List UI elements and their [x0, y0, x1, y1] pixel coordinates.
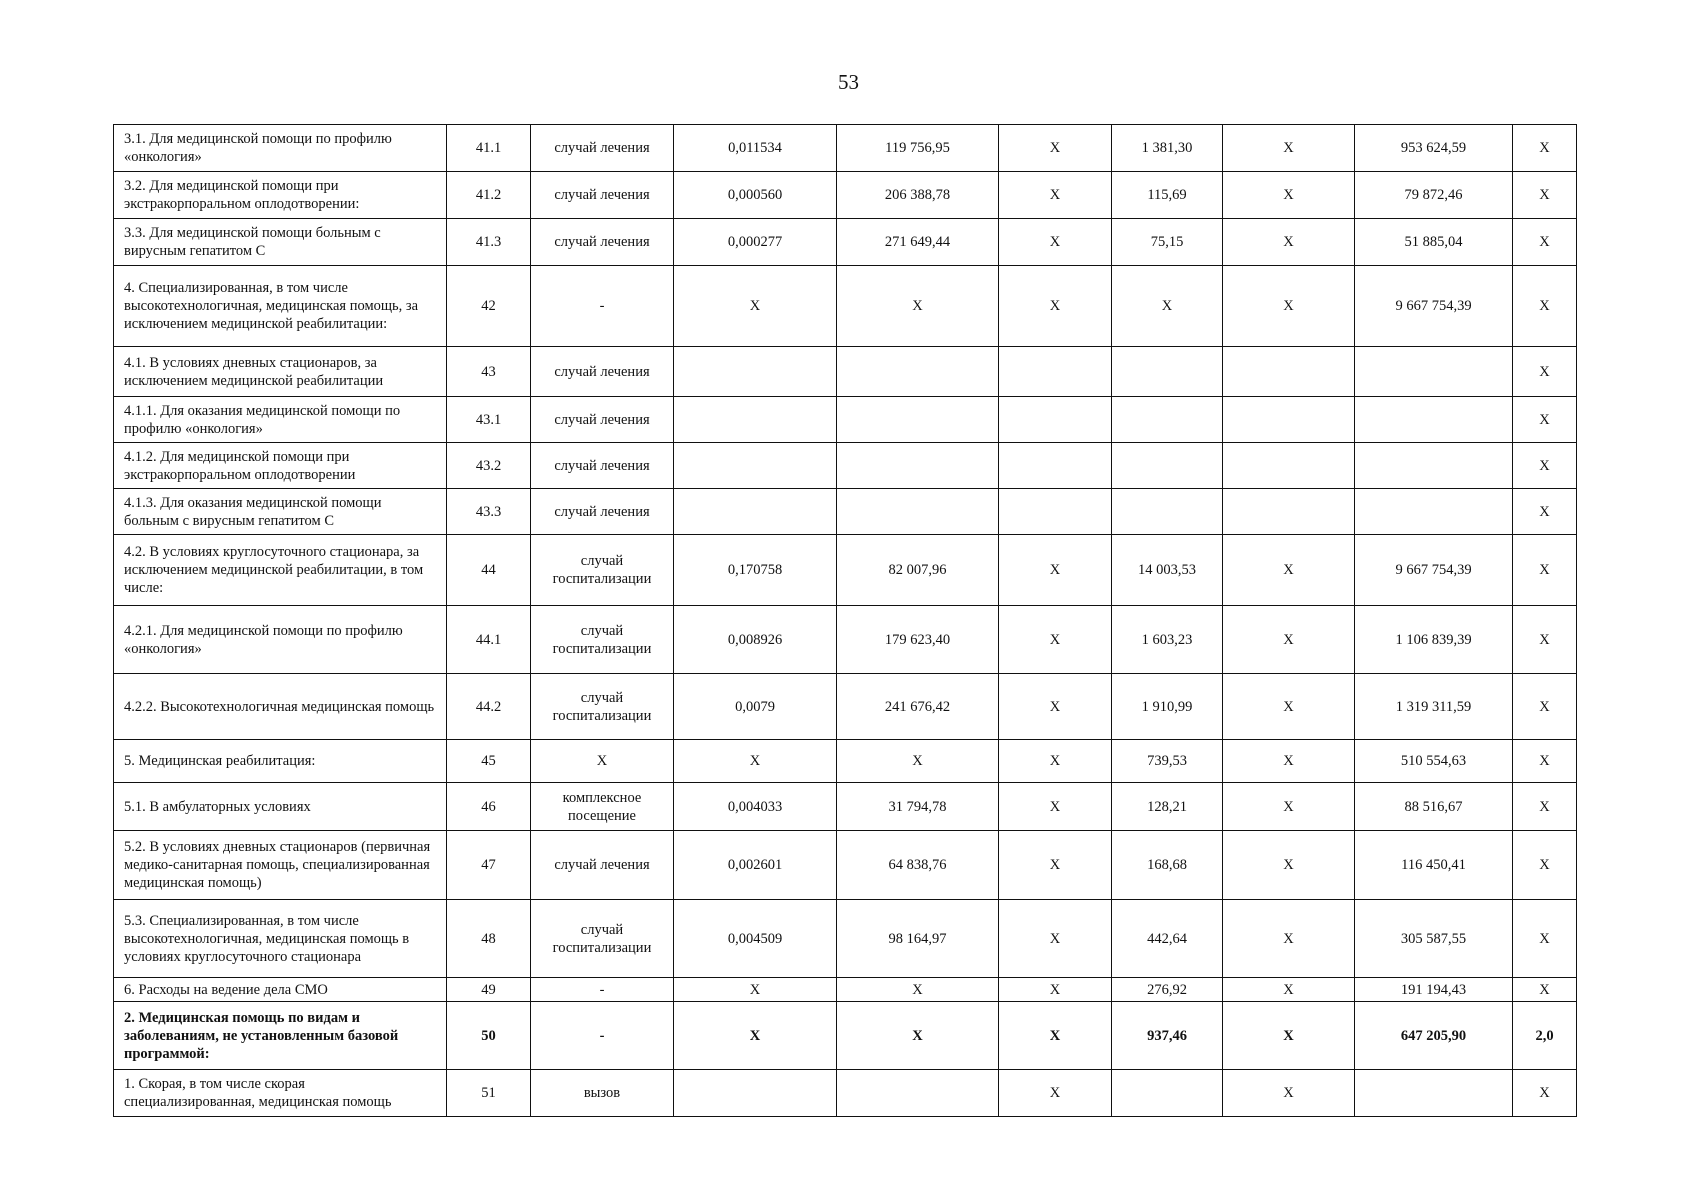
percent-cell: X [1513, 535, 1577, 606]
unit-cell: случай лечения [531, 125, 674, 172]
row-code-cell: 48 [447, 900, 531, 978]
per-capita-budget-cell: X [999, 125, 1112, 172]
unit-cell: случай лечения [531, 443, 674, 489]
row-name-cell: 5. Медицинская реабилитация: [114, 740, 447, 783]
financing-table [113, 124, 1577, 1117]
row-code-cell: 51 [447, 1070, 531, 1117]
per-capita-oms-cell: 1 910,99 [1112, 674, 1223, 740]
volume-cell: X [674, 740, 837, 783]
volume-cell: 0,011534 [674, 125, 837, 172]
unit-cell: случай лечения [531, 831, 674, 900]
per-capita-oms-cell: 1 381,30 [1112, 125, 1223, 172]
unit-cell: случай лечения [531, 219, 674, 266]
volume-cell [674, 347, 837, 397]
row-name-cell: 4. Специализированная, в том числе высокотехнологичная, медицинская помощь, за исключением медицинской реабилитации: [114, 266, 447, 347]
cost-per-unit-cell [837, 489, 999, 535]
total-budget-cell: X [1223, 172, 1355, 219]
per-capita-budget-cell: X [999, 978, 1112, 1002]
per-capita-budget-cell: X [999, 266, 1112, 347]
row-name-cell: 4.2.2. Высокотехнологичная медицинская помощь [114, 674, 447, 740]
total-oms-cell: 51 885,04 [1355, 219, 1513, 266]
volume-cell: 0,004033 [674, 783, 837, 831]
per-capita-budget-cell: X [999, 1002, 1112, 1070]
table-row [114, 443, 1577, 489]
per-capita-budget-cell: X [999, 535, 1112, 606]
table-row [114, 978, 1577, 1002]
total-budget-cell: X [1223, 125, 1355, 172]
table-row [114, 347, 1577, 397]
row-code-cell: 44 [447, 535, 531, 606]
volume-cell [674, 397, 837, 443]
row-code-cell: 49 [447, 978, 531, 1002]
cost-per-unit-cell: X [837, 740, 999, 783]
row-name-cell: 4.1.2. Для медицинской помощи при экстракорпоральном оплодотворении [114, 443, 447, 489]
total-budget-cell [1223, 489, 1355, 535]
row-name-cell: 1. Скорая, в том числе скорая специализированная, медицинская помощь [114, 1070, 447, 1117]
percent-cell: X [1513, 674, 1577, 740]
cost-per-unit-cell: X [837, 1002, 999, 1070]
row-code-cell: 44.1 [447, 606, 531, 674]
row-name-cell: 4.2.1. Для медицинской помощи по профилю «онкология» [114, 606, 447, 674]
total-oms-cell: 9 667 754,39 [1355, 535, 1513, 606]
total-budget-cell: X [1223, 219, 1355, 266]
percent-cell: X [1513, 266, 1577, 347]
total-oms-cell [1355, 347, 1513, 397]
per-capita-oms-cell: 276,92 [1112, 978, 1223, 1002]
per-capita-oms-cell: 128,21 [1112, 783, 1223, 831]
total-oms-cell: 305 587,55 [1355, 900, 1513, 978]
per-capita-oms-cell [1112, 347, 1223, 397]
row-name-cell: 3.3. Для медицинской помощи больным с вирусным гепатитом С [114, 219, 447, 266]
total-budget-cell: X [1223, 535, 1355, 606]
total-oms-cell: 79 872,46 [1355, 172, 1513, 219]
unit-cell: случай госпитализации [531, 606, 674, 674]
per-capita-oms-cell [1112, 489, 1223, 535]
unit-cell: - [531, 266, 674, 347]
row-code-cell: 43.3 [447, 489, 531, 535]
table-row [114, 900, 1577, 978]
total-oms-cell [1355, 489, 1513, 535]
percent-cell: X [1513, 443, 1577, 489]
cost-per-unit-cell: 98 164,97 [837, 900, 999, 978]
percent-cell: X [1513, 397, 1577, 443]
percent-cell: 2,0 [1513, 1002, 1577, 1070]
per-capita-oms-cell: 75,15 [1112, 219, 1223, 266]
cost-per-unit-cell: 119 756,95 [837, 125, 999, 172]
total-budget-cell [1223, 397, 1355, 443]
row-name-cell: 5.2. В условиях дневных стационаров (первичная медико-санитарная помощь, специализированная медицинская помощь) [114, 831, 447, 900]
per-capita-budget-cell: X [999, 172, 1112, 219]
table-row [114, 397, 1577, 443]
unit-cell: случай госпитализации [531, 674, 674, 740]
table-body [114, 125, 1577, 1117]
total-budget-cell: X [1223, 674, 1355, 740]
table-row [114, 674, 1577, 740]
per-capita-budget-cell: X [999, 1070, 1112, 1117]
unit-cell: случай лечения [531, 397, 674, 443]
row-code-cell: 46 [447, 783, 531, 831]
unit-cell: случай госпитализации [531, 900, 674, 978]
row-name-cell: 4.1. В условиях дневных стационаров, за исключением медицинской реабилитации [114, 347, 447, 397]
per-capita-budget-cell [999, 347, 1112, 397]
per-capita-budget-cell [999, 397, 1112, 443]
row-code-cell: 43.2 [447, 443, 531, 489]
per-capita-oms-cell [1112, 397, 1223, 443]
row-code-cell: 42 [447, 266, 531, 347]
total-budget-cell [1223, 347, 1355, 397]
percent-cell: X [1513, 783, 1577, 831]
total-oms-cell: 953 624,59 [1355, 125, 1513, 172]
table-row [114, 172, 1577, 219]
cost-per-unit-cell: 241 676,42 [837, 674, 999, 740]
total-budget-cell: X [1223, 266, 1355, 347]
total-oms-cell: 116 450,41 [1355, 831, 1513, 900]
total-oms-cell: 510 554,63 [1355, 740, 1513, 783]
per-capita-oms-cell: 168,68 [1112, 831, 1223, 900]
cost-per-unit-cell: 82 007,96 [837, 535, 999, 606]
row-code-cell: 41.2 [447, 172, 531, 219]
row-code-cell: 41.3 [447, 219, 531, 266]
unit-cell: - [531, 978, 674, 1002]
total-oms-cell [1355, 443, 1513, 489]
volume-cell: 0,0079 [674, 674, 837, 740]
per-capita-oms-cell [1112, 1070, 1223, 1117]
total-budget-cell: X [1223, 1002, 1355, 1070]
table-row [114, 1002, 1577, 1070]
total-budget-cell: X [1223, 606, 1355, 674]
row-code-cell: 43 [447, 347, 531, 397]
cost-per-unit-cell: 64 838,76 [837, 831, 999, 900]
per-capita-budget-cell: X [999, 740, 1112, 783]
percent-cell: X [1513, 347, 1577, 397]
cost-per-unit-cell: X [837, 978, 999, 1002]
table-row [114, 535, 1577, 606]
volume-cell [674, 489, 837, 535]
percent-cell: X [1513, 125, 1577, 172]
volume-cell: 0,008926 [674, 606, 837, 674]
row-code-cell: 41.1 [447, 125, 531, 172]
per-capita-oms-cell [1112, 443, 1223, 489]
page-number: 53 [838, 70, 859, 94]
row-code-cell: 47 [447, 831, 531, 900]
total-oms-cell: 1 106 839,39 [1355, 606, 1513, 674]
row-name-cell: 3.2. Для медицинской помощи при экстракорпоральном оплодотворении: [114, 172, 447, 219]
volume-cell: 0,002601 [674, 831, 837, 900]
row-name-cell: 5.3. Специализированная, в том числе высокотехнологичная, медицинская помощь в условиях круглосуточного стационара [114, 900, 447, 978]
percent-cell: X [1513, 740, 1577, 783]
total-oms-cell [1355, 1070, 1513, 1117]
unit-cell: вызов [531, 1070, 674, 1117]
total-budget-cell: X [1223, 900, 1355, 978]
total-oms-cell: 191 194,43 [1355, 978, 1513, 1002]
row-name-cell: 4.2. В условиях круглосуточного стационара, за исключением медицинской реабилитации, в том числе: [114, 535, 447, 606]
row-name-cell: 4.1.1. Для оказания медицинской помощи по профилю «онкология» [114, 397, 447, 443]
unit-cell: случай госпитализации [531, 535, 674, 606]
total-oms-cell [1355, 397, 1513, 443]
per-capita-oms-cell: 442,64 [1112, 900, 1223, 978]
percent-cell: X [1513, 900, 1577, 978]
volume-cell [674, 443, 837, 489]
volume-cell: X [674, 1002, 837, 1070]
table-row [114, 489, 1577, 535]
volume-cell [674, 1070, 837, 1117]
unit-cell: - [531, 1002, 674, 1070]
table-row [114, 266, 1577, 347]
volume-cell: 0,000277 [674, 219, 837, 266]
per-capita-oms-cell: 937,46 [1112, 1002, 1223, 1070]
cost-per-unit-cell [837, 443, 999, 489]
per-capita-oms-cell: 115,69 [1112, 172, 1223, 219]
total-oms-cell: 1 319 311,59 [1355, 674, 1513, 740]
cost-per-unit-cell [837, 397, 999, 443]
unit-cell: случай лечения [531, 489, 674, 535]
row-code-cell: 50 [447, 1002, 531, 1070]
table-row [114, 1070, 1577, 1117]
percent-cell: X [1513, 1070, 1577, 1117]
cost-per-unit-cell: 31 794,78 [837, 783, 999, 831]
unit-cell: случай лечения [531, 172, 674, 219]
percent-cell: X [1513, 219, 1577, 266]
total-budget-cell [1223, 443, 1355, 489]
per-capita-oms-cell: 1 603,23 [1112, 606, 1223, 674]
total-budget-cell: X [1223, 740, 1355, 783]
table-row [114, 125, 1577, 172]
cost-per-unit-cell: X [837, 266, 999, 347]
cost-per-unit-cell [837, 1070, 999, 1117]
per-capita-oms-cell: 14 003,53 [1112, 535, 1223, 606]
per-capita-budget-cell [999, 489, 1112, 535]
unit-cell: X [531, 740, 674, 783]
percent-cell: X [1513, 978, 1577, 1002]
volume-cell: X [674, 266, 837, 347]
volume-cell: X [674, 978, 837, 1002]
table-row [114, 740, 1577, 783]
per-capita-budget-cell: X [999, 831, 1112, 900]
per-capita-oms-cell: 739,53 [1112, 740, 1223, 783]
per-capita-oms-cell: X [1112, 266, 1223, 347]
per-capita-budget-cell: X [999, 783, 1112, 831]
total-budget-cell: X [1223, 978, 1355, 1002]
table-row [114, 783, 1577, 831]
total-oms-cell: 9 667 754,39 [1355, 266, 1513, 347]
row-name-cell: 5.1. В амбулаторных условиях [114, 783, 447, 831]
row-name-cell: 6. Расходы на ведение дела СМО [114, 978, 447, 1002]
total-budget-cell: X [1223, 1070, 1355, 1117]
per-capita-budget-cell [999, 443, 1112, 489]
table-row [114, 831, 1577, 900]
unit-cell: комплексное посещение [531, 783, 674, 831]
volume-cell: 0,000560 [674, 172, 837, 219]
per-capita-budget-cell: X [999, 606, 1112, 674]
row-code-cell: 45 [447, 740, 531, 783]
percent-cell: X [1513, 831, 1577, 900]
row-code-cell: 44.2 [447, 674, 531, 740]
row-name-cell: 4.1.3. Для оказания медицинской помощи больным с вирусным гепатитом С [114, 489, 447, 535]
per-capita-budget-cell: X [999, 900, 1112, 978]
cost-per-unit-cell [837, 347, 999, 397]
per-capita-budget-cell: X [999, 219, 1112, 266]
volume-cell: 0,170758 [674, 535, 837, 606]
total-oms-cell: 647 205,90 [1355, 1002, 1513, 1070]
total-oms-cell: 88 516,67 [1355, 783, 1513, 831]
volume-cell: 0,004509 [674, 900, 837, 978]
per-capita-budget-cell: X [999, 674, 1112, 740]
percent-cell: X [1513, 489, 1577, 535]
row-code-cell: 43.1 [447, 397, 531, 443]
cost-per-unit-cell: 179 623,40 [837, 606, 999, 674]
total-budget-cell: X [1223, 831, 1355, 900]
total-budget-cell: X [1223, 783, 1355, 831]
percent-cell: X [1513, 606, 1577, 674]
cost-per-unit-cell: 271 649,44 [837, 219, 999, 266]
table-row [114, 219, 1577, 266]
row-name-cell: 3.1. Для медицинской помощи по профилю «онкология» [114, 125, 447, 172]
cost-per-unit-cell: 206 388,78 [837, 172, 999, 219]
row-name-cell: 2. Медицинская помощь по видам и заболеваниям, не установленным базовой программой: [114, 1002, 447, 1070]
percent-cell: X [1513, 172, 1577, 219]
table-row [114, 606, 1577, 674]
unit-cell: случай лечения [531, 347, 674, 397]
